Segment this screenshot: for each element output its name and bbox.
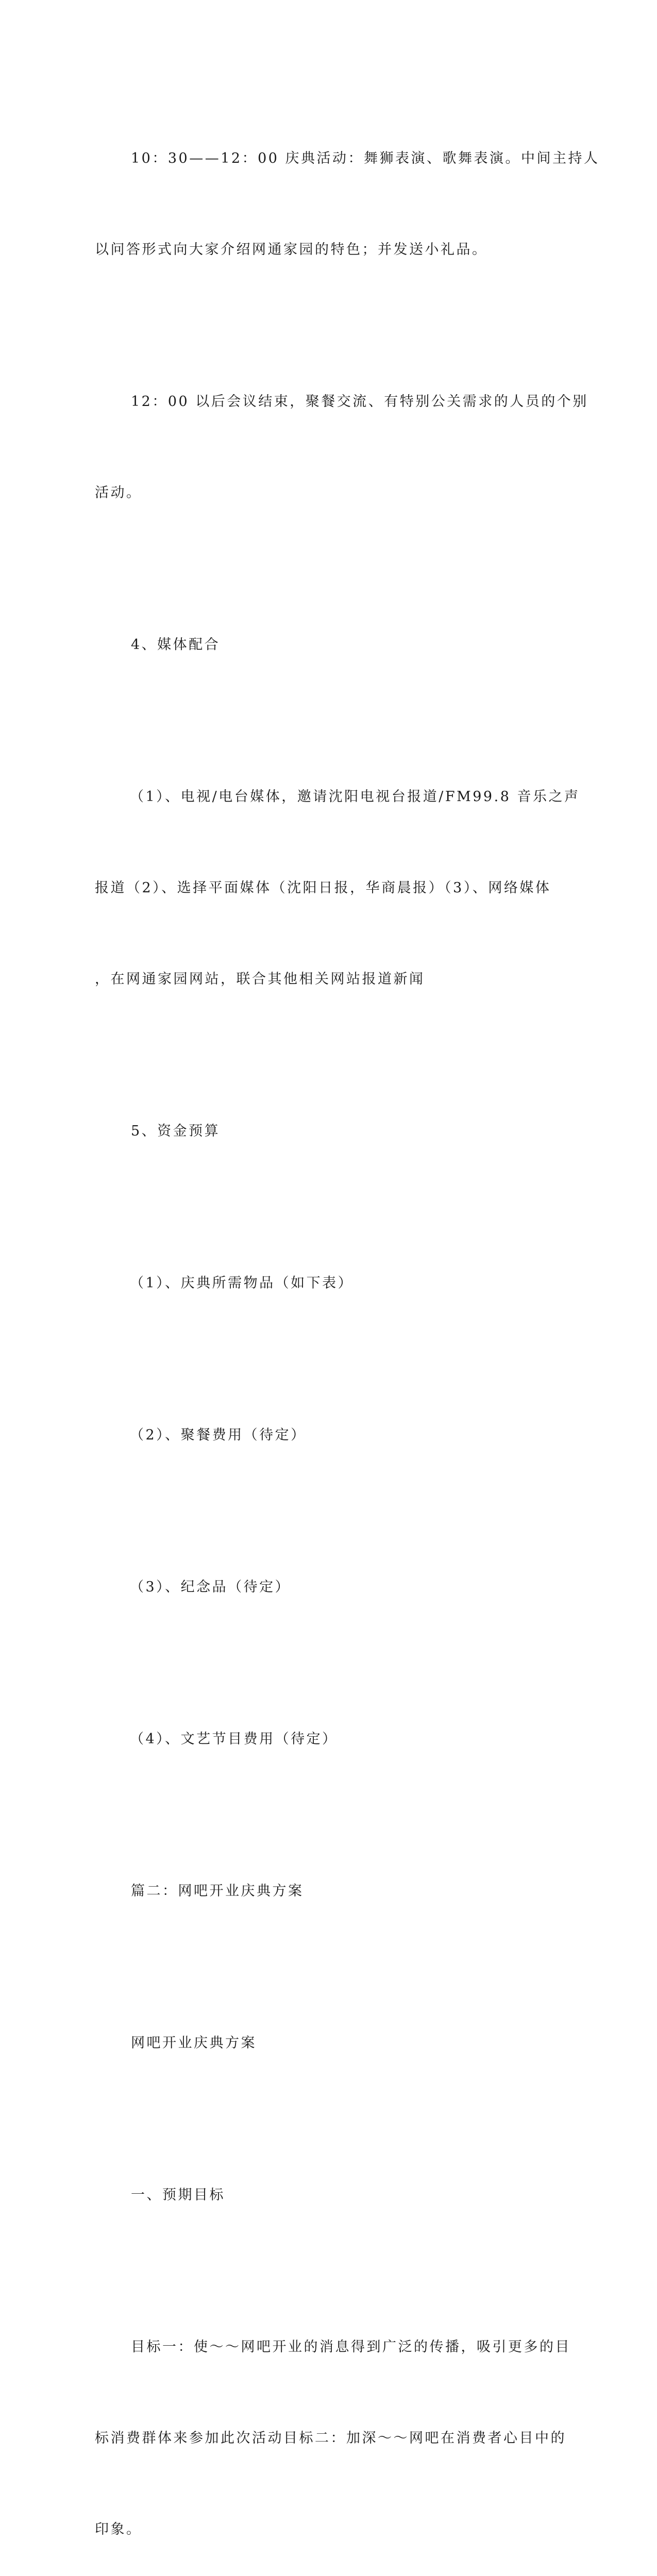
text-line: 以问答形式向大家介绍网通家园的特色；并发送小礼品。 bbox=[95, 242, 488, 258]
text-line: 10：30——12：00 庆典活动：舞狮表演、歌舞表演。中间主持人 bbox=[131, 150, 600, 166]
text-line: 12：00 以后会议结束，聚餐交流、有特别公关需求的人员的个别 bbox=[131, 394, 588, 410]
text-line: 一、预期目标 bbox=[131, 2187, 225, 2203]
text-line: （4）、文艺节目费用（待定） bbox=[130, 1731, 338, 1747]
text-line: 网吧开业庆典方案 bbox=[131, 2035, 257, 2051]
text-line: 目标一：使～～网吧开业的消息得到广泛的传播，吸引更多的目 bbox=[131, 2339, 571, 2355]
text-line: 活动。 bbox=[95, 485, 142, 501]
text-line: （1）、庆典所需物品（如下表） bbox=[130, 1275, 354, 1291]
text-line: 标消费群体来参加此次活动目标二：加深～～网吧在消费者心目中的 bbox=[95, 2430, 566, 2446]
budget-item-4 bbox=[95, 1663, 538, 1815]
section-heading-goals bbox=[95, 2119, 538, 2271]
text-line: 印象。 bbox=[95, 2521, 142, 2537]
text-line: （1）、电视/电台媒体，邀请沈阳电视台报道/FM99.8 音乐之声 bbox=[130, 789, 580, 805]
chapter-heading bbox=[95, 1815, 538, 1967]
document-body bbox=[95, 82, 600, 2576]
budget-item-2 bbox=[95, 1359, 538, 1511]
paragraph-schedule-end bbox=[95, 326, 588, 569]
paragraph-goals-1-2 bbox=[95, 2271, 571, 2576]
document-title bbox=[95, 1967, 538, 2119]
paragraph-media-details bbox=[95, 721, 580, 1055]
text-line: 5、资金预算 bbox=[131, 1123, 221, 1139]
budget-item-1 bbox=[95, 1207, 538, 1359]
paragraph-schedule-celebration bbox=[95, 82, 600, 326]
text-line: 4、媒体配合 bbox=[131, 637, 221, 653]
section-heading-budget bbox=[95, 1055, 538, 1207]
text-line: ，在网通家园网站，联合其他相关网站报道新闻 bbox=[95, 971, 425, 987]
budget-item-3 bbox=[95, 1511, 538, 1663]
text-line: （3）、纪念品（待定） bbox=[130, 1579, 291, 1595]
section-heading-media bbox=[95, 569, 538, 721]
text-line: 报道（2）、选择平面媒体（沈阳日报，华商晨报）（3）、网络媒体 bbox=[95, 880, 551, 896]
text-line: （2）、聚餐费用（待定） bbox=[130, 1427, 307, 1443]
text-line: 篇二：网吧开业庆典方案 bbox=[131, 1883, 304, 1899]
